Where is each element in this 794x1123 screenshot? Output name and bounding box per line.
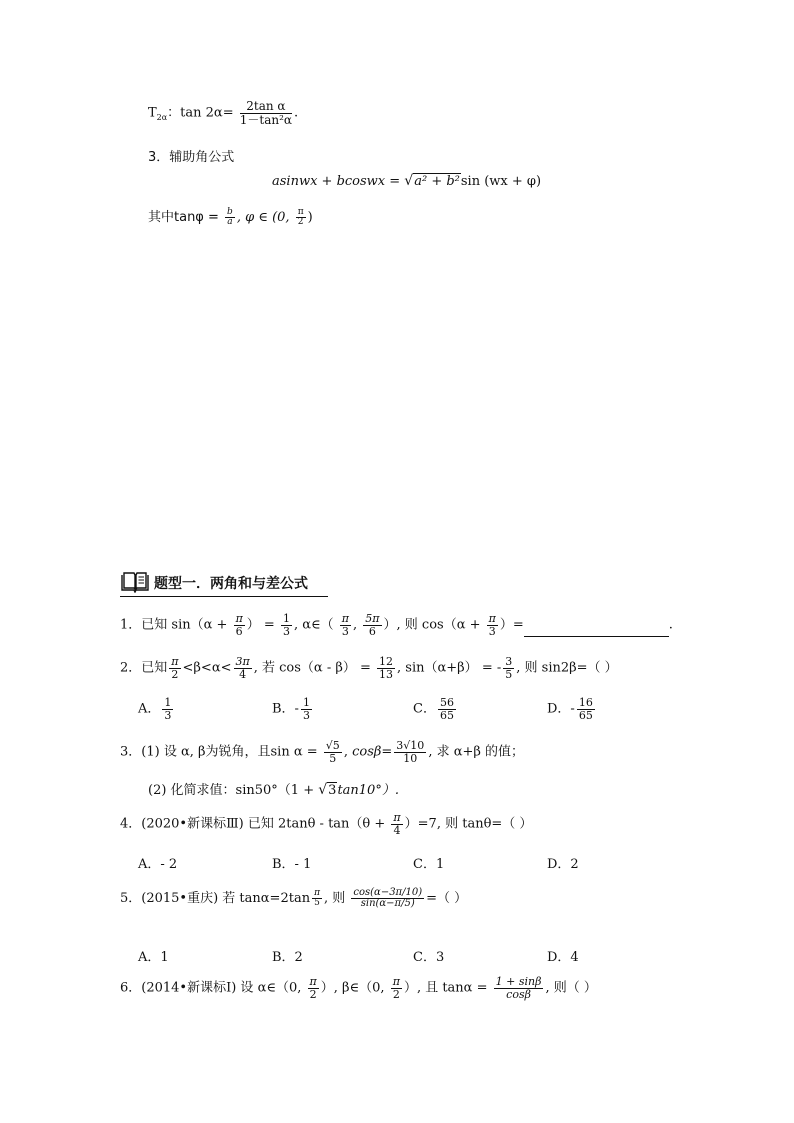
q4-option-a[interactable]: A．- 2 — [138, 857, 178, 872]
q5-option-c[interactable]: C．3 — [413, 950, 445, 965]
q4-option-b[interactable]: B．- 1 — [272, 857, 312, 872]
q2-option-c[interactable]: C． $\frac{56}{65}$ — [413, 696, 454, 722]
q4-option-d[interactable]: D．2 — [547, 857, 579, 872]
q2-option-d[interactable]: D．- $\frac{16}{65}$ — [547, 696, 593, 722]
aux-angle-formula: asinwx + bcoswx = √a² + b²sin (wx + φ) — [272, 173, 542, 189]
answer-blank[interactable] — [524, 624, 669, 637]
q4-option-c[interactable]: C．1 — [413, 857, 445, 872]
q5-option-d[interactable]: D．4 — [547, 950, 579, 965]
question-1: 1．已知 sin（α + $\frac{\pi}{6}$ ） = $\frac{1}{3}$ , α∈（ $\frac{\pi}{3}$ , $\frac{5\pi}{6}$ ）, 则 cos（α + $\frac{\pi}{3}$ ）= . — [120, 612, 673, 638]
book-icon — [120, 571, 150, 593]
question-5: 5．(2015•重庆) 若 tanα=2tan $\frac{\pi}{5}$ , 则 $\frac{\cos(\alpha-3\pi/10)}{\sin(\alpha-\pi/5)}$ =（ ） — [120, 886, 468, 909]
aux-angle-where: 其中tanφ = $\frac{b}{a}$ , φ ∈ (0, $\frac{\pi}{2}$ ) — [148, 206, 313, 227]
section-heading — [120, 568, 328, 597]
question-2: 2．已知 $\frac{\pi}{2}$ <β<α< $\frac{3\pi}{4}$ , 若 cos（α - β） = $\frac{12}{13}$ , sin（α+β） = - $\frac{3}{5}$ , 则 sin2β=（ ） — [120, 655, 618, 681]
q2-option-b[interactable]: B．- $\frac{1}{3}$ — [272, 696, 310, 722]
question-3: 3．(1) 设 α, β为锐角，且sin α = $\frac{√5}{5}$ , cosβ= $\frac{3√10}{10}$ , 求 α+β 的值； — [120, 739, 525, 765]
tan-double-angle-formula: $T_{2\alpha}$：tan 2α= $\frac{\text{2tan α}}{\text{1－tan²α}}$ . — [148, 99, 299, 127]
q5-option-a[interactable]: A．1 — [138, 950, 169, 965]
question-6: 6．(2014•新课标Ⅰ) 设 α∈（0, $\frac{\pi}{2}$ ）, β∈（0, $\frac{\pi}{2}$ ）, 且 tanα = $\frac{1 + \sin\beta}{\cos\beta}$ , 则（ ） — [120, 975, 597, 1001]
q5-option-b[interactable]: B．2 — [272, 950, 303, 965]
section-title: 题型一．两角和与差公式 — [154, 576, 308, 592]
aux-angle-title: 3．辅助角公式 — [148, 150, 235, 165]
question-3-part-2: (2) 化简求值：sin50°（1 + √3tan10°）. — [148, 782, 399, 798]
q2-option-a[interactable]: A． $\frac{1}{3}$ — [138, 696, 172, 722]
tan2a-fraction: $\frac{\text{2tan α}}{\text{1－tan²α}}$ — [239, 99, 293, 127]
question-4: 4．(2020•新课标Ⅲ) 已知 2tanθ - tan（θ + $\frac{\pi}{4}$ ）=7, 则 tanθ=（ ） — [120, 811, 533, 837]
